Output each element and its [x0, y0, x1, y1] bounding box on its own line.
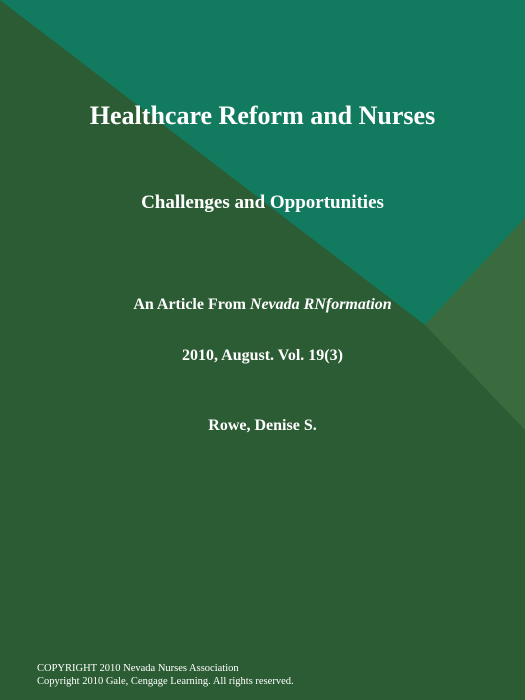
source-prefix: An Article From [133, 296, 250, 313]
author-name: Rowe, Denise S. [208, 417, 317, 434]
article-source [0, 294, 525, 316]
copyright-line-1: COPYRIGHT 2010 Nevada Nurses Association [37, 663, 239, 674]
journal-name: Nevada RNformation [249, 296, 392, 313]
copyright-notice [37, 663, 294, 688]
copyright-line-2: Copyright 2010 Gale, Cengage Learning. All rights reserved. [37, 675, 294, 687]
issue-info: 2010, August. Vol. 19(3) [182, 347, 343, 364]
book-subtitle: Challenges and Opportunities [141, 192, 384, 213]
book-title: Healthcare Reform and Nurses [89, 101, 436, 130]
